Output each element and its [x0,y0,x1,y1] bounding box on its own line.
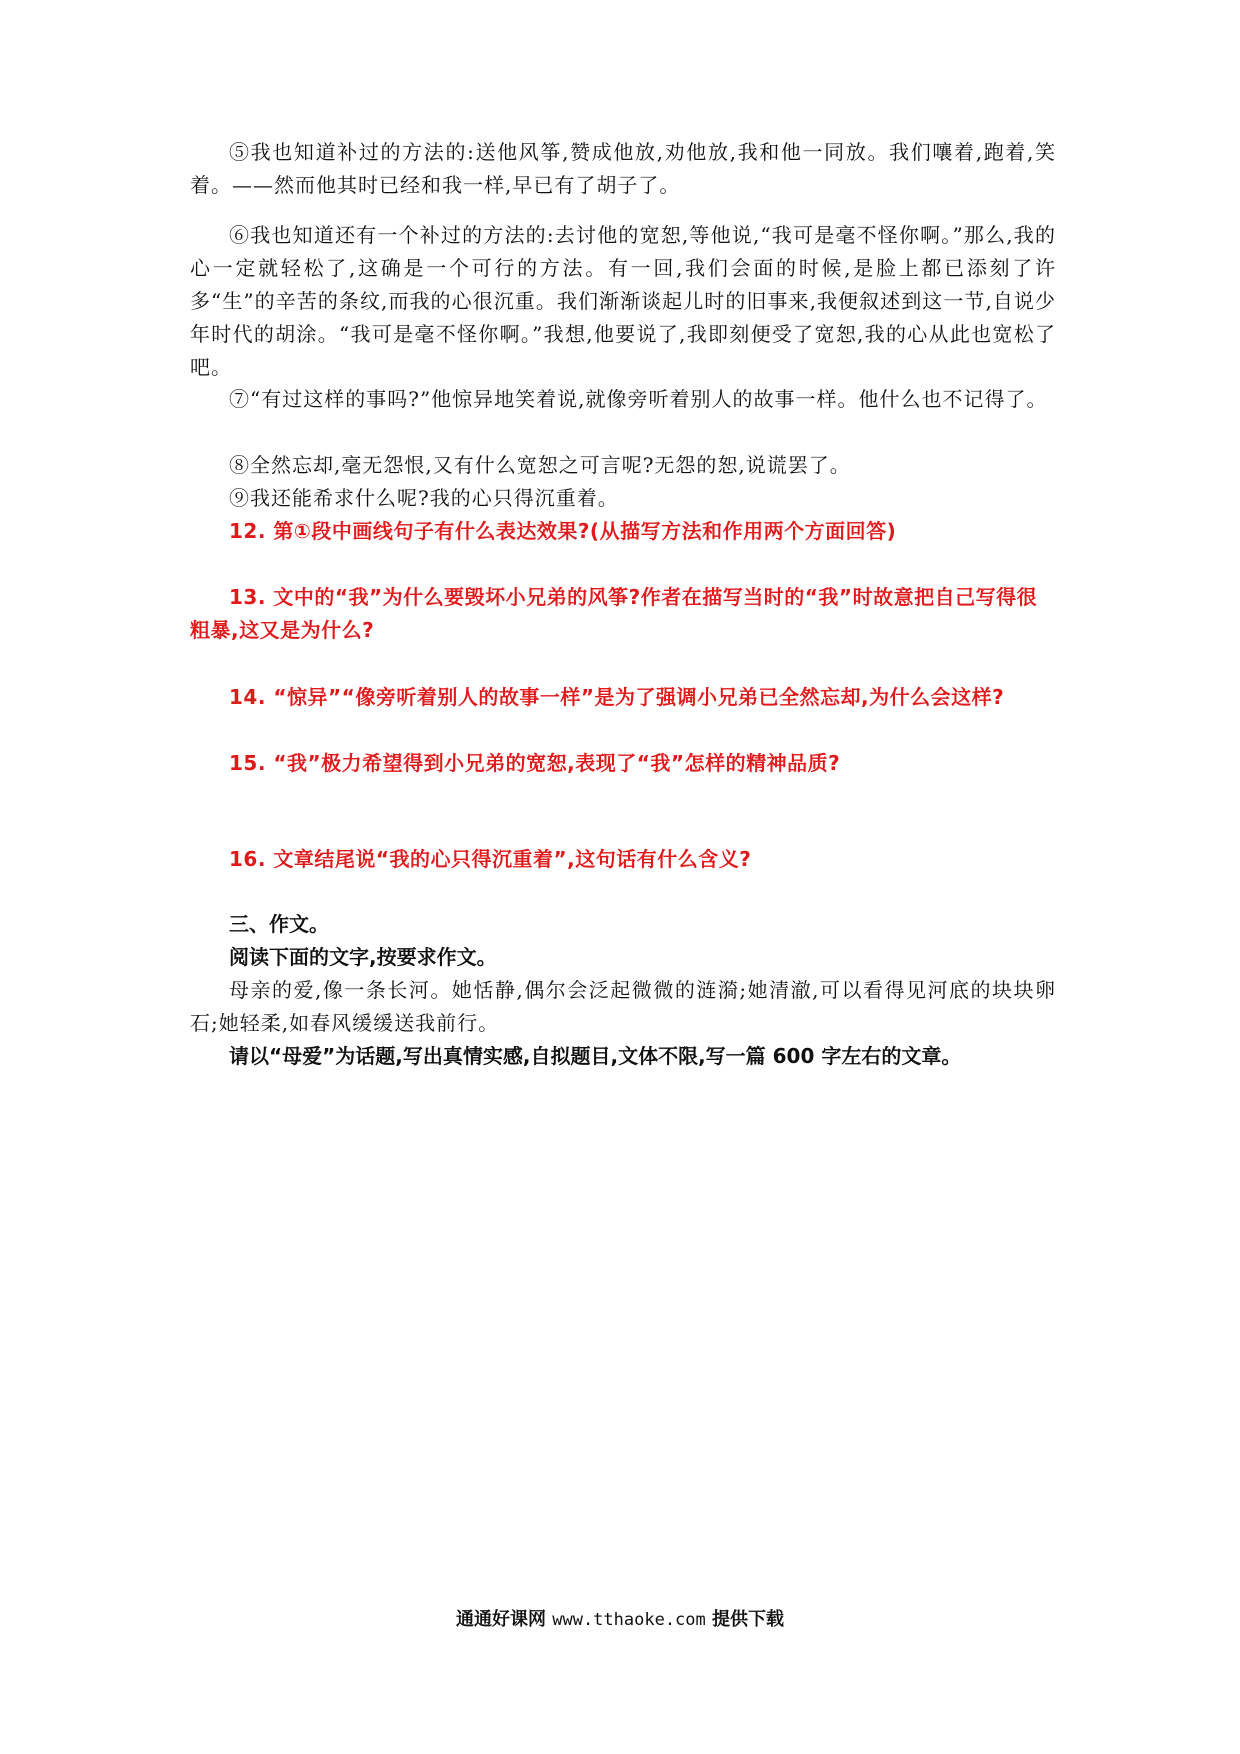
paragraph-9: ⑨我还能希求什么呢?我的心只得沉重着。 [229,486,619,510]
question-15: 15. “我”极力希望得到小兄弟的宽恕,表现了“我”怎样的精神品质? [229,751,841,775]
question-14: 14. “惊异”“像旁听着别人的故事一样”是为了强调小兄弟已全然忘却,为什么会这样? [229,685,1005,709]
paragraph-5: ⑤我也知道补过的方法的:送他风筝,赞成他放,劝他放,我和他一同放。我们嚷着,跑着,笑着。——然而他其时已经和我一样,早已有了胡子了。 [190,140,1056,197]
composition-heading: 三、作文。 [229,912,329,936]
paragraph-6: ⑥我也知道还有一个补过的方法的:去讨他的宽恕,等他说,“我可是毫不怪你啊。”那么,我的心一定就轻松了,这确是一个可行的方法。有一回,我们会面的时候,是脸上都已添刻了许多“生”的辛苦的条纹,而我的心很沉重。我们渐渐谈起儿时的旧事来,我便叙述到这一节,自说少年时代的胡涂。“我可是毫不怪你啊。”我想,他要说了,我即刻便受了宽恕,我的心从此也宽松了吧。 [190,223,1056,379]
footer-url: www.tthaoke.com [552,1610,706,1630]
page-footer [0,1607,1240,1633]
paragraph-8: ⑧全然忘却,毫无怨恨,又有什么宽恕之可言呢?无怨的恕,说谎罢了。 [229,453,851,477]
question-16: 16. 文章结尾说“我的心只得沉重着”,这句话有什么含义? [229,847,752,871]
question-13: 13. 文中的“我”为什么要毁坏小兄弟的风筝?作者在描写当时的“我”时故意把自己写得很粗暴,这又是为什么? [190,585,1038,642]
composition-instruction: 阅读下面的文字,按要求作文。 [229,945,497,969]
composition-requirement: 请以“母爱”为话题,写出真情实感,自拟题目,文体不限,写一篇 600 字左右的文章。 [229,1044,962,1068]
paragraph-7: ⑦“有过这样的事吗?”他惊异地笑着说,就像旁听着别人的故事一样。他什么也不记得了。 [229,387,1048,411]
footer-site-name: 通通好课网 [455,1609,546,1630]
question-12: 12. 第①段中画线句子有什么表达效果?(从描写方法和作用两个方面回答) [229,519,897,543]
composition-material: 母亲的爱,像一条长河。她恬静,偶尔会泛起微微的涟漪;她清澈,可以看得见河底的块块卵石;她轻柔,如春风缓缓送我前行。 [190,978,1056,1035]
footer-suffix: 提供下载 [712,1609,785,1630]
